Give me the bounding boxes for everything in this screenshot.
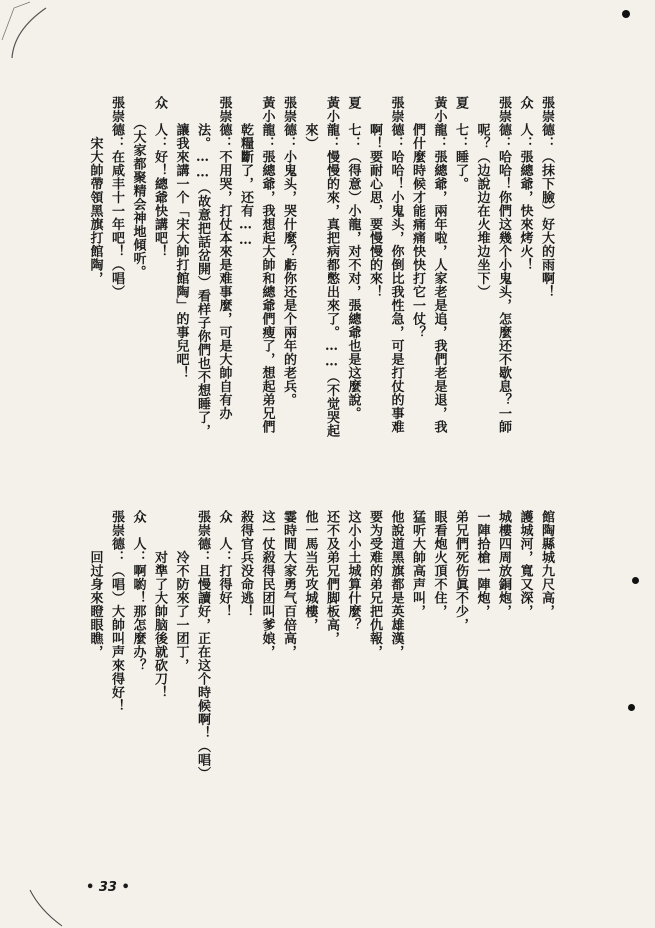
lower-column-2: 城樓四周放銅炮， [496,510,511,618]
lower-column-18: 对準了大帥脑後就砍刀！ [152,510,167,699]
lower-column-3: 一陣拾槍一陣炮， [474,510,490,618]
upper-column-17: 讓我來講一个「宋大帥打館陶」的事兒吧！ [173,96,189,380]
lower-column-8: 要为受难的弟兄把仇報， [367,510,382,659]
lower-column-16: 張崇德：且慢讀好，正在这个時候啊！（唱） [195,510,210,780]
lower-column-14: 殺得官兵没命逃！ [238,510,253,618]
lower-column-11: 他一馬当先攻城樓， [302,510,318,632]
hole-mark-bottom [628,704,635,711]
upper-column-14: 乾糧斷了，还有…… [238,96,253,249]
hole-mark-top [622,10,630,18]
lower-column-1: 護城河，寬又深， [517,510,533,618]
lower-column-5: 眼看炮火頂不住， [431,510,447,618]
lower-column-6: 猛听大帥高声叫， [410,510,425,618]
upper-column-18: 众 人：好！總爺快講吧！ [152,96,167,258]
lower-column-17: 冷不防來了一团丁， [173,510,189,672]
upper-column-3: 呢？（边說边在火堆边坐下） [474,96,490,299]
upper-column-10: 黃小龍：慢慢的來，真把病都憋出來了。……（不觉哭起 [324,96,339,438]
upper-column-21: 宋大帥帶領黑旗打館陶， [87,96,103,285]
lower-column-20: 張崇德：（唱）大帥叫声來得好！ [109,510,124,713]
upper-column-16: 法。……（故意把話岔開）看样子你們也不想睡了， [195,96,210,438]
lower-column-21: 回过身來瞪眼瞧， [87,510,103,659]
lower-column-9: 这小小土城算什麼？ [345,510,361,632]
upper-column-5: 黃小龍：張總爺，兩年啦，人家老是追，我們老是退，我 [431,96,447,434]
lower-column-4: 弟兄們死伤眞不少， [453,510,468,632]
upper-column-0: 張崇德：（抹下臉）好大的雨啊！ [539,96,554,299]
upper-column-8: 啊！要耐心思，要慢慢的來！ [367,96,382,299]
upper-column-15: 張崇德：不用哭，打仗本來是难事麼，可是大帥自有办 [216,96,232,420]
lower-column-13: 这一仗殺得民团叫爹娘， [259,510,275,659]
upper-column-11: 來） [302,96,318,150]
lower-column-12: 霎時間大家勇气百倍高， [281,510,296,659]
upper-column-1: 众 人：張總爺，快來烤火！ [517,96,533,272]
hole-mark-middle [632,577,639,584]
upper-column-19: （大家都聚精会神地傾听。 [130,96,146,279]
lower-column-0: 館陶縣城九尺高， [539,510,554,618]
upper-column-12: 張崇德：小鬼头，哭什麼？虧你还是个兩年的老兵。 [281,96,296,407]
lower-column-10: 还不及弟兄們脚板高， [324,510,339,645]
lower-column-15: 众 人：打得好！ [216,510,232,618]
fold-mark-bottom-left [26,888,66,928]
upper-column-9: 夏 七：（得意）小龍，对不对，張總爺也是这麼說。 [345,96,361,420]
upper-column-20: 張崇德：在咸丰十一年吧！（唱） [109,96,124,299]
upper-column-6: 們什麼時候才能痛痛快快打它一仗？ [410,96,425,339]
lower-column-7: 他說道黑旗都是英雄漢， [388,510,404,659]
upper-column-7: 張崇德：哈哈！小鬼头，你倒比我性急，可是打仗的事难 [388,96,404,434]
upper-column-13: 黃小龍：張總爺，我想起大帥和總爺們瘦了，想起弟兄們 [259,96,275,434]
page-number: • 33 • [86,880,130,895]
upper-column-4: 夏 七：睡了。 [453,96,468,191]
lower-column-19: 众 人：啊喲！那怎麼办？ [130,510,146,672]
torn-corner-top-left [0,0,60,60]
upper-column-2: 張崇德：哈哈！你們这幾个小鬼头，怎麼还不歇息？一師 [496,96,511,434]
